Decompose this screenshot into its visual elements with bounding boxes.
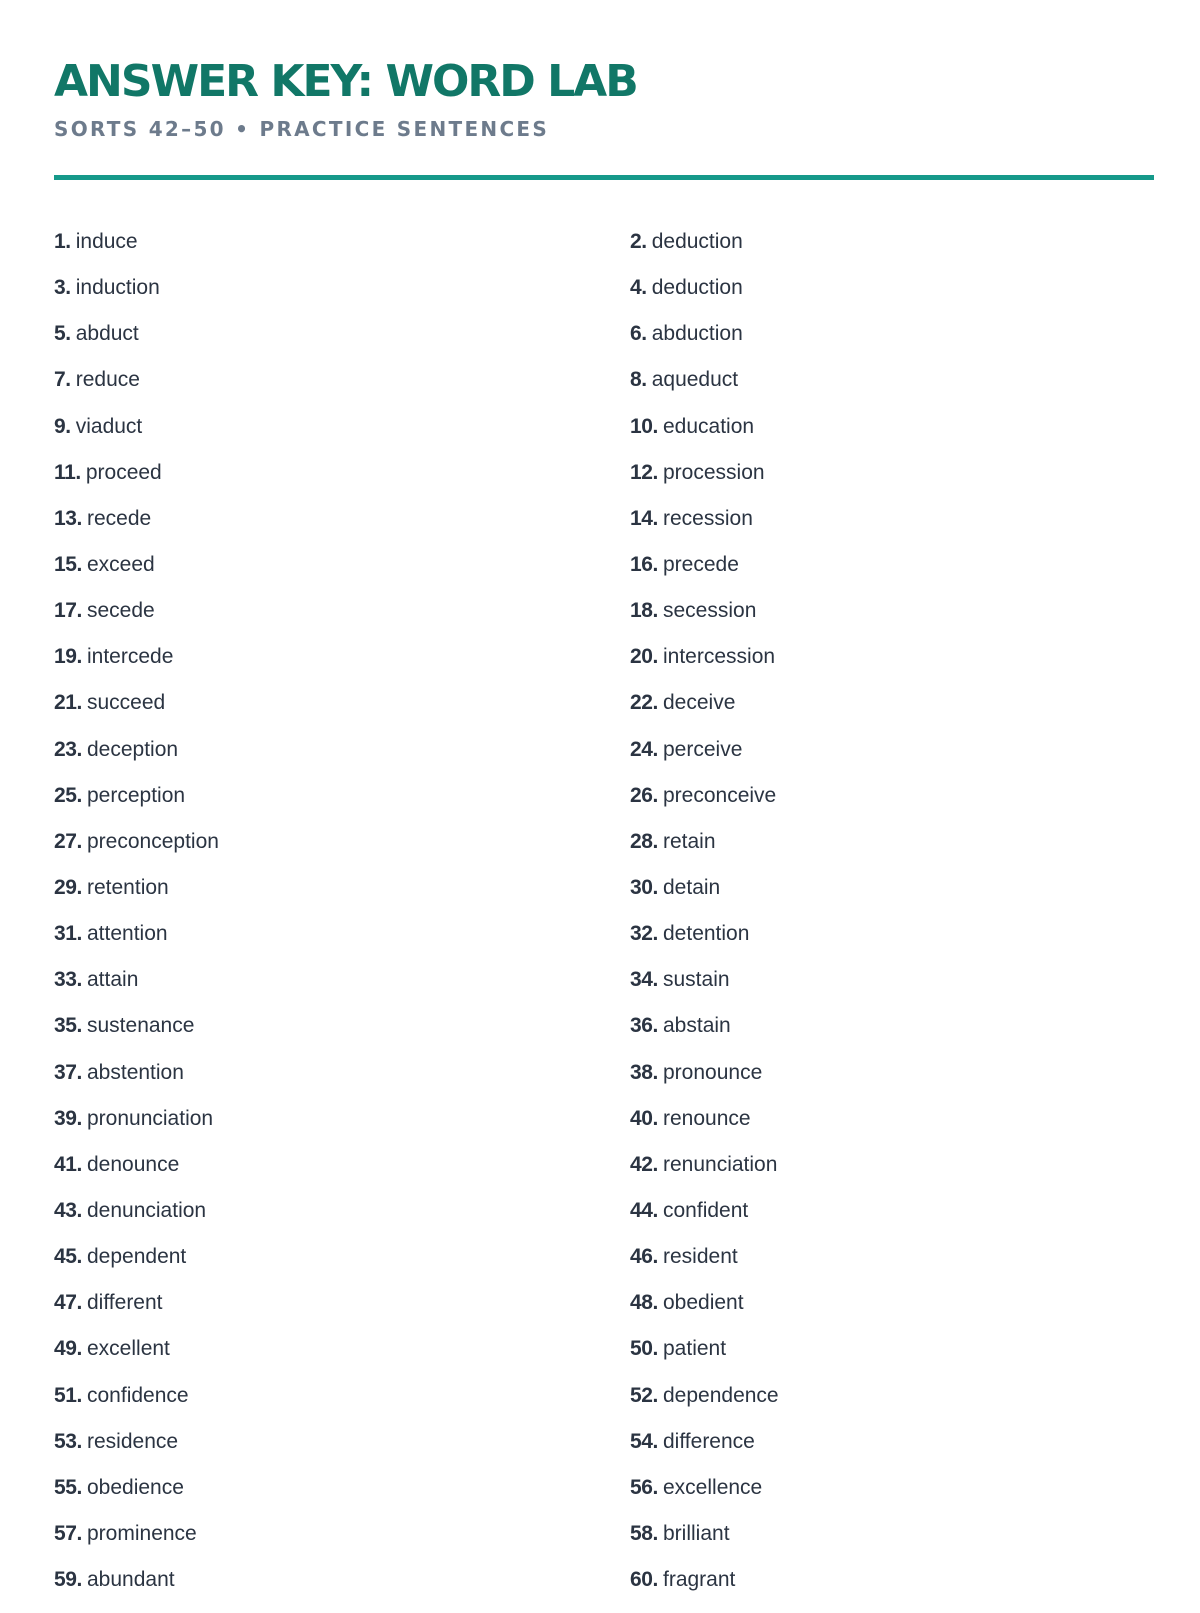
answer-item	[54, 1521, 630, 1547]
answer-item	[54, 783, 630, 809]
answer-word: excellence	[663, 1475, 763, 1499]
answer-item	[630, 1106, 1154, 1132]
answer-item	[630, 1198, 1154, 1224]
answer-word: induce	[75, 230, 138, 253]
answer-item	[630, 460, 1154, 486]
answer-word: fragrant	[663, 1568, 736, 1592]
answer-word: reduce	[75, 368, 140, 392]
answer-word: deduction	[651, 230, 743, 253]
page-title: ANSWER KEY: WORD LAB	[54, 56, 637, 107]
answer-item	[630, 1521, 1154, 1547]
answer-number: 21.	[54, 691, 82, 715]
answer-word: induction	[75, 276, 160, 300]
answer-word: education	[663, 414, 755, 438]
answer-word: preconceive	[663, 783, 777, 807]
answer-word: preconception	[87, 829, 219, 853]
answer-number: 47.	[54, 1291, 82, 1315]
answer-item	[54, 229, 630, 255]
page-subtitle: SORTS 42–50 • PRACTICE SENTENCES	[54, 117, 550, 141]
answer-number: 8.	[630, 368, 647, 392]
answer-item	[54, 1383, 630, 1409]
answer-item	[54, 1060, 630, 1086]
answer-word: secede	[87, 599, 155, 623]
answer-number: 18.	[630, 599, 658, 623]
answer-number: 24.	[630, 737, 658, 761]
answer-item	[54, 1475, 630, 1501]
answer-number: 9.	[54, 414, 71, 438]
header-divider	[54, 175, 1154, 180]
answer-word: pronounce	[663, 1060, 763, 1084]
answer-word: pronunciation	[87, 1106, 214, 1130]
answer-item	[54, 1106, 630, 1132]
answer-number: 38.	[630, 1060, 658, 1084]
answer-word: detention	[663, 922, 750, 946]
answer-word: detain	[663, 875, 721, 899]
answer-number: 17.	[54, 599, 82, 623]
answer-number: 51.	[54, 1383, 82, 1407]
answer-number: 19.	[54, 645, 82, 669]
answer-item	[630, 1013, 1154, 1039]
answer-word: precede	[663, 552, 739, 576]
answer-word: abduct	[75, 322, 139, 346]
answer-number: 11.	[54, 460, 81, 484]
answer-item	[54, 321, 630, 347]
answer-item	[54, 1198, 630, 1224]
answer-item	[630, 690, 1154, 716]
answer-word: renunciation	[663, 1152, 778, 1176]
answer-item	[54, 690, 630, 716]
answer-word: different	[87, 1291, 163, 1315]
answer-item	[630, 552, 1154, 578]
answer-word: residence	[87, 1429, 179, 1453]
answer-word: renounce	[663, 1106, 751, 1130]
answer-word: excellent	[87, 1337, 170, 1361]
answer-item	[630, 598, 1154, 624]
answer-word: procession	[663, 460, 765, 484]
answer-number: 48.	[630, 1291, 658, 1315]
answer-item	[54, 460, 630, 486]
answer-item	[54, 414, 630, 440]
answer-number: 6.	[630, 322, 647, 346]
answer-item	[630, 644, 1154, 670]
answer-number: 13.	[54, 506, 82, 530]
answer-number: 35.	[54, 1014, 82, 1038]
answer-word: patient	[663, 1337, 727, 1361]
answer-word: viaduct	[75, 414, 143, 438]
answer-number: 52.	[630, 1383, 658, 1407]
answer-word: deceive	[663, 691, 736, 715]
answer-item	[630, 229, 1154, 255]
answer-number: 16.	[630, 552, 658, 576]
answer-item	[630, 1060, 1154, 1086]
answer-word: confidence	[87, 1383, 189, 1407]
answer-number: 40.	[630, 1106, 658, 1130]
answer-number: 58.	[630, 1521, 658, 1545]
answer-item	[54, 1567, 630, 1593]
answer-word: obedient	[663, 1291, 744, 1315]
answer-word: sustain	[663, 968, 730, 992]
answer-number: 14.	[630, 506, 658, 530]
answer-number: 28.	[630, 829, 658, 853]
answer-word: recession	[663, 506, 753, 530]
answer-number: 59.	[54, 1568, 82, 1592]
answer-item	[54, 598, 630, 624]
answer-item	[630, 1244, 1154, 1270]
answer-item	[630, 967, 1154, 993]
answer-word: intercede	[87, 645, 174, 669]
answer-item	[630, 1336, 1154, 1362]
answer-word: obedience	[87, 1475, 184, 1499]
answer-item	[630, 1429, 1154, 1455]
answer-item	[54, 875, 630, 901]
answer-number: 1.	[54, 230, 71, 253]
answer-number: 53.	[54, 1429, 82, 1453]
answer-word: attain	[87, 968, 139, 992]
answer-number: 56.	[630, 1475, 658, 1499]
answer-word: resident	[663, 1245, 738, 1269]
answer-number: 42.	[630, 1152, 658, 1176]
answer-number: 36.	[630, 1014, 658, 1038]
answer-word: exceed	[87, 552, 155, 576]
answer-word: succeed	[87, 691, 166, 715]
answer-item	[54, 552, 630, 578]
answer-item	[630, 829, 1154, 855]
answer-item	[630, 367, 1154, 393]
answer-number: 34.	[630, 968, 658, 992]
answer-word: dependence	[663, 1383, 779, 1407]
answer-item	[54, 644, 630, 670]
answer-word: abstention	[87, 1060, 184, 1084]
answer-number: 54.	[630, 1429, 658, 1453]
answer-item	[630, 275, 1154, 301]
answer-number: 41.	[54, 1152, 82, 1176]
answer-word: confident	[663, 1198, 749, 1222]
answer-word: recede	[87, 506, 152, 530]
answer-word: deception	[87, 737, 179, 761]
answer-number: 32.	[630, 922, 658, 946]
answer-number: 5.	[54, 322, 71, 346]
answer-item	[630, 1383, 1154, 1409]
answer-word: denunciation	[87, 1198, 207, 1222]
answer-number: 29.	[54, 875, 82, 899]
page-header	[54, 56, 1154, 142]
answer-number: 39.	[54, 1106, 82, 1130]
answer-item	[54, 1013, 630, 1039]
answer-number: 43.	[54, 1198, 82, 1222]
answer-number: 7.	[54, 368, 71, 392]
answer-number: 37.	[54, 1060, 82, 1084]
answer-item	[54, 367, 630, 393]
answer-number: 45.	[54, 1245, 82, 1269]
answer-item	[54, 737, 630, 763]
answer-item	[630, 1475, 1154, 1501]
answer-number: 44.	[630, 1198, 658, 1222]
answer-item	[54, 921, 630, 947]
answer-number: 23.	[54, 737, 82, 761]
answer-item	[630, 321, 1154, 347]
answer-word: perception	[87, 783, 186, 807]
answer-word: retain	[663, 829, 716, 853]
answer-item	[54, 506, 630, 532]
answer-number: 20.	[630, 645, 658, 669]
answer-number: 57.	[54, 1521, 82, 1545]
answer-number: 50.	[630, 1337, 658, 1361]
answer-item	[54, 1244, 630, 1270]
answer-word: difference	[663, 1429, 755, 1453]
answer-item	[54, 1152, 630, 1178]
answer-word: abundant	[87, 1568, 175, 1592]
answer-word: dependent	[87, 1245, 187, 1269]
answer-word: denounce	[87, 1152, 180, 1176]
answer-word: brilliant	[663, 1521, 730, 1545]
answer-item	[630, 783, 1154, 809]
answer-number: 27.	[54, 829, 82, 853]
answer-number: 2.	[630, 230, 647, 253]
answer-word: intercession	[663, 645, 776, 669]
answer-item	[54, 1429, 630, 1455]
answer-number: 25.	[54, 783, 82, 807]
answer-word: abduction	[651, 322, 743, 346]
answer-number: 33.	[54, 968, 82, 992]
answer-item	[630, 1152, 1154, 1178]
answer-word: deduction	[651, 276, 743, 300]
answer-item	[54, 1290, 630, 1316]
answer-number: 49.	[54, 1337, 82, 1361]
answer-word: proceed	[85, 460, 162, 484]
answer-item	[630, 921, 1154, 947]
answer-number: 55.	[54, 1475, 82, 1499]
answer-item	[630, 875, 1154, 901]
answer-item	[630, 737, 1154, 763]
answer-list	[54, 229, 1154, 1613]
answer-number: 12.	[630, 460, 658, 484]
answer-word: attention	[87, 922, 168, 946]
answer-number: 22.	[630, 691, 658, 715]
answer-number: 4.	[630, 276, 647, 300]
answer-number: 10.	[630, 414, 658, 438]
answer-item	[630, 1290, 1154, 1316]
answer-number: 31.	[54, 922, 82, 946]
answer-item	[54, 829, 630, 855]
answer-item	[54, 275, 630, 301]
answer-number: 3.	[54, 276, 71, 300]
answer-number: 15.	[54, 552, 82, 576]
answer-item	[54, 1336, 630, 1362]
answer-word: sustenance	[87, 1014, 195, 1038]
answer-number: 30.	[630, 875, 658, 899]
answer-item	[54, 967, 630, 993]
answer-word: secession	[663, 599, 757, 623]
answer-word: abstain	[663, 1014, 731, 1038]
answer-number: 26.	[630, 783, 658, 807]
answer-word: aqueduct	[651, 368, 739, 392]
answer-word: retention	[87, 875, 169, 899]
answer-word: perceive	[663, 737, 743, 761]
answer-item	[630, 1567, 1154, 1593]
answer-item	[630, 506, 1154, 532]
answer-word: prominence	[87, 1521, 197, 1545]
answer-number: 46.	[630, 1245, 658, 1269]
answer-number: 60.	[630, 1568, 658, 1592]
answer-item	[630, 414, 1154, 440]
